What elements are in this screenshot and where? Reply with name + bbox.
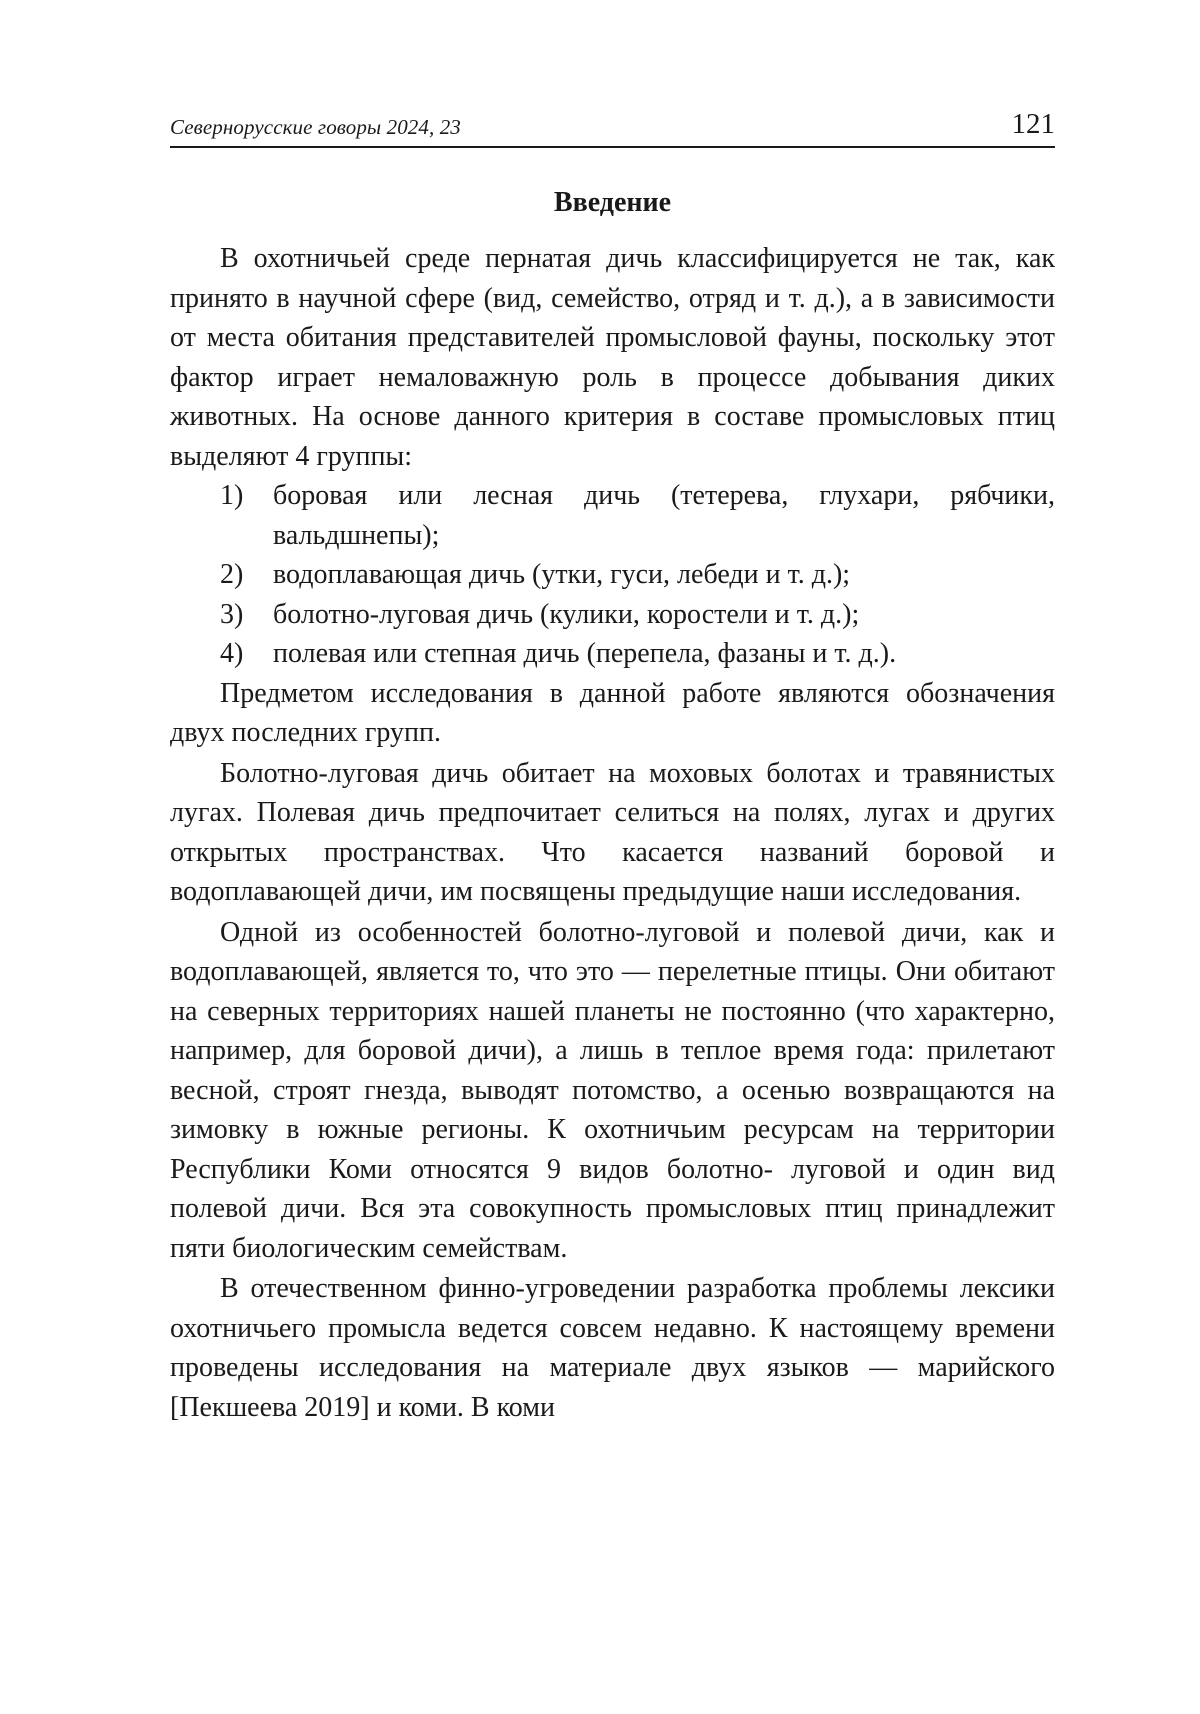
list-item xyxy=(170,634,1055,674)
page-number: 121 xyxy=(1011,108,1055,140)
body-text xyxy=(170,239,1055,1428)
list-item xyxy=(170,555,1055,595)
list-item-number: 2) xyxy=(220,559,244,590)
list-item-number: 3) xyxy=(220,598,244,630)
document-page xyxy=(170,0,1055,1714)
list-item xyxy=(170,595,1055,635)
list-item-text: боровая или лесная дичь (тетерева, глухари, рябчики, вальдшнепы); xyxy=(273,480,1055,551)
list-item-number: 1) xyxy=(220,480,244,511)
game-groups-list xyxy=(170,476,1055,674)
running-title: Севернорусские говоры 2024, 23 xyxy=(170,115,461,139)
section-heading: Введение xyxy=(553,187,672,218)
list-item xyxy=(170,476,1055,555)
paragraph-habitat: Болотно-луговая дичь обитает на моховых болотах и травянистых лугах. Полевая дичь предпочитает селиться на полях, лугах и других открытых пространствах. Что касается названий боровой и водоплавающей дичи, им посвящены предыдущие наши исследования. xyxy=(170,757,1055,907)
list-item-number: 4) xyxy=(220,638,244,669)
paragraph-research: В отечественном финно-угроведении разработка проблемы лексики охотничьего промысла ведется совсем недавно. К настоящему времени проведены исследования на материале двух языков — марийского [Пекшеева 2019] и коми. В коми xyxy=(170,1273,1055,1423)
paragraph-migration: Одной из особенностей болотно-луговой и полевой дичи, как и водоплавающей, является то, что это — перелетные птицы. Они обитают на северных территориях нашей планеты не постоянно (что характерно, например, для боровой дичи), а лишь в теплое время года: прилетают весной, строят гнезда, выводят потомство, а осенью возвращаются на зимовку в южные регионы. К охотничьим ресурсам на территории Республики Коми относятся 9 видов болотно- луговой и один вид полевой дичи. Вся эта совокупность промысловых птиц принадлежит пяти биологическим семействам. xyxy=(170,916,1055,1264)
list-item-text: полевая или степная дичь (перепела, фазаны и т. д.). xyxy=(273,638,897,669)
list-item-text: болотно-луговая дичь (кулики, коростели и т. д.); xyxy=(273,598,860,630)
list-item-text: водоплавающая дичь (утки, гуси, лебеди и т. д.); xyxy=(273,559,851,590)
paragraph-intro: В охотничьей среде пернатая дичь классифицируется не так, как принято в научной сфере (вид, семейство, отряд и т. д.), а в зависимости от места обитания представителей промысловой фауны, поскольку этот фактор играет немаловажную роль в процессе добывания диких животных. На основе данного критерия в составе промысловых птиц выделяют 4 группы: xyxy=(170,243,1055,472)
paragraph-subject: Предметом исследования в данной работе являются обозначения двух последних групп. xyxy=(170,677,1055,748)
running-header xyxy=(170,100,1055,148)
